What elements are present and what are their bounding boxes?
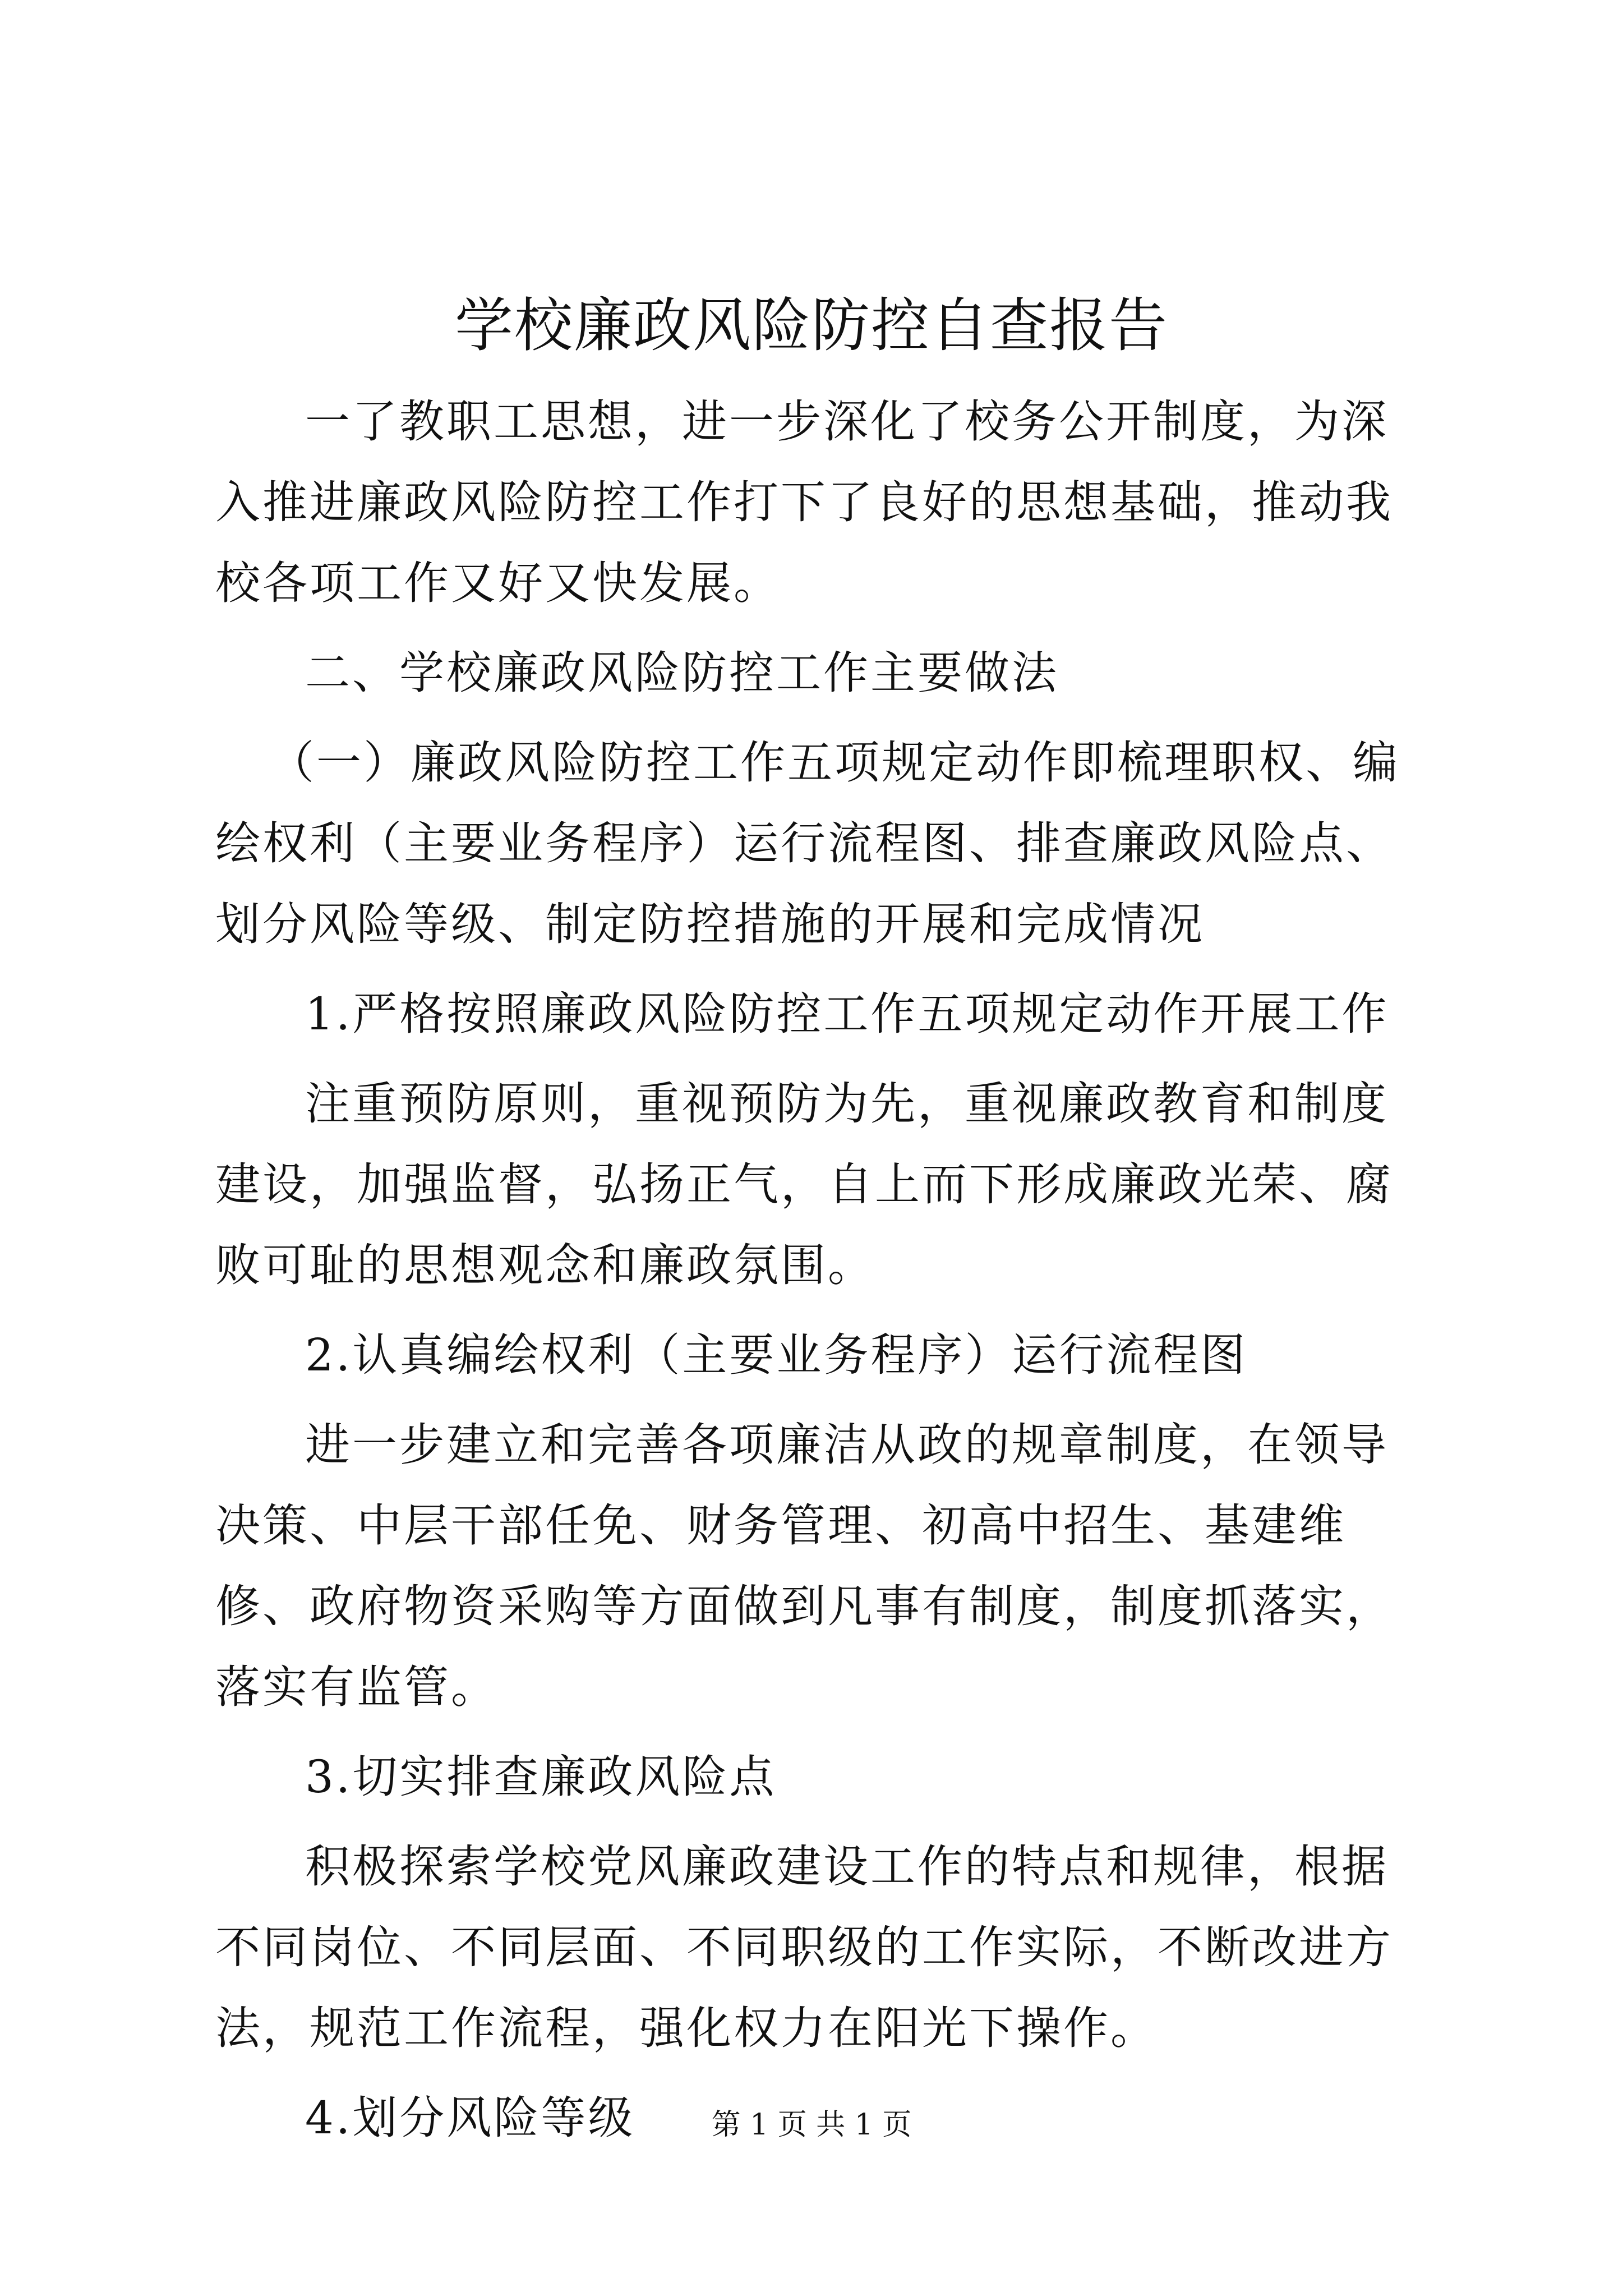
paragraph: 注重预防原则，重视预防为先，重视廉政教育和制度建设，加强监督，弘扬正气，自上而下形成廉政光荣、腐败可耻的思想观念和廉政氛围。 xyxy=(215,1078,1393,1291)
section-heading: 二、学校廉政风险防控工作主要做法 xyxy=(305,647,1059,699)
item-heading: 2.认真编绘权利（主要业务程序）运行流程图 xyxy=(305,1329,1248,1381)
paragraph: 一了教职工思想，进一步深化了校务公开制度，为深入推进廉政风险防控工作打下了良好的思想基础，推动我校各项工作又好又快发展。 xyxy=(215,395,1393,609)
item-heading: 3.切实排查廉政风险点 xyxy=(305,1751,777,1803)
subsection-heading: （一）廉政风险防控工作五项规定动作即梳理职权、编绘权利（主要业务程序）运行流程图、排查廉政风险点、划分风险等级、制定防控措施的开展和完成情况 xyxy=(215,737,1400,950)
item-heading: 1.严格按照廉政风险防控工作五项规定动作开展工作 xyxy=(305,988,1389,1040)
document-title: 学校廉政风险防控自查报告 xyxy=(454,291,1168,360)
item-heading: 4.划分风险等级 xyxy=(305,2092,635,2144)
page-number-footer: 第 1 页 共 1 页 xyxy=(711,2108,912,2142)
document-body xyxy=(215,381,1427,2159)
paragraph: 积极探索学校党风廉政建设工作的特点和规律，根据不同岗位、不同层面、不同职级的工作实际，不断改进方法，规范工作流程，强化权力在阳光下操作。 xyxy=(215,1841,1393,2054)
paragraph: 进一步建立和完善各项廉洁从政的规章制度，在领导决策、中层干部任免、财务管理、初高中招生、基建维修、政府物资采购等方面做到凡事有制度，制度抓落实，落实有监管。 xyxy=(215,1419,1393,1713)
